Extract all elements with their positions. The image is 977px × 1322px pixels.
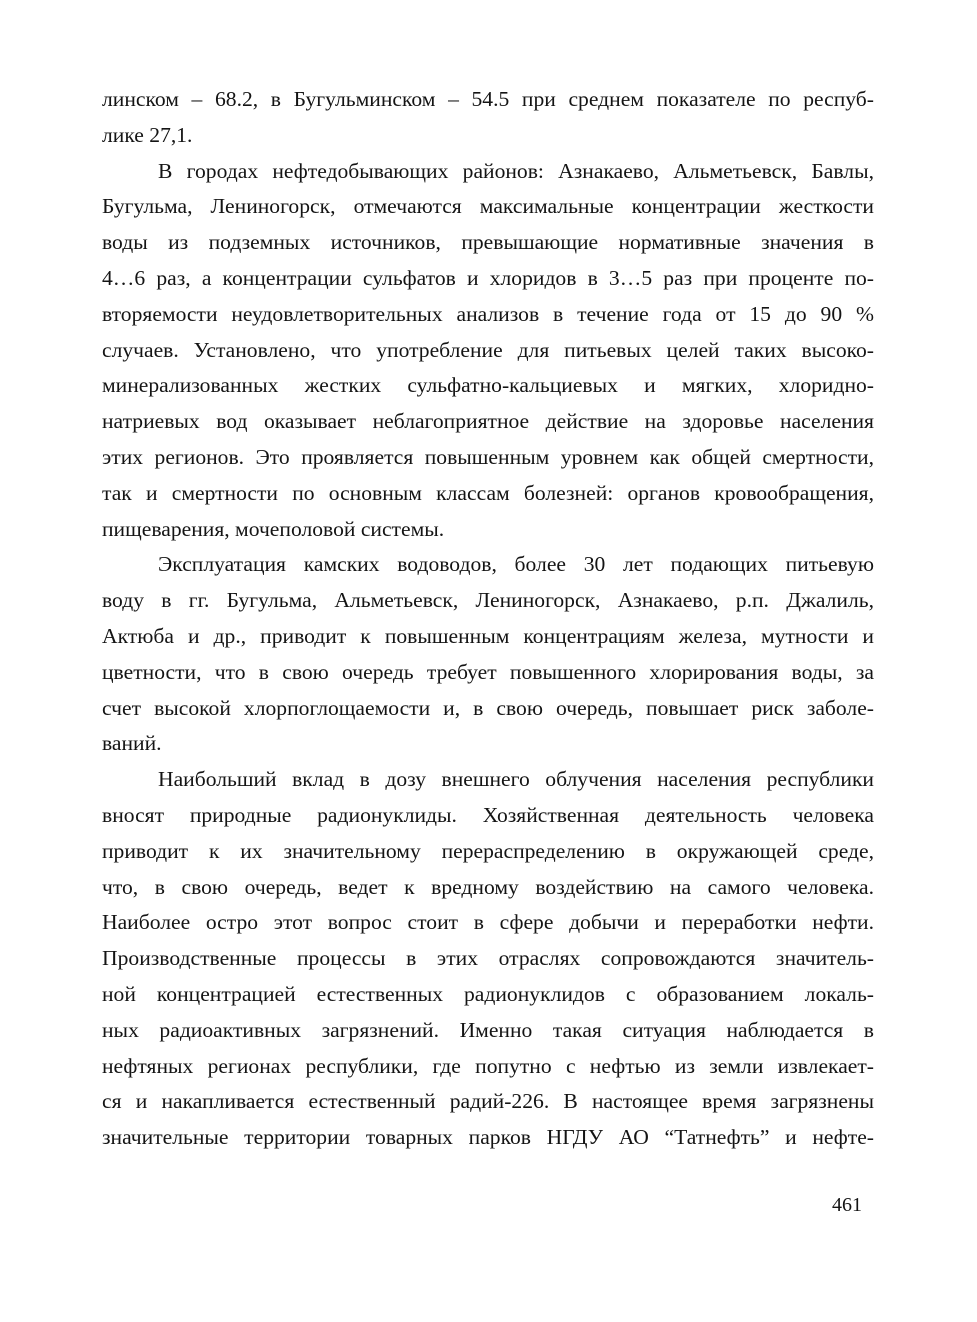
text-line: так и смертности по основным классам болезней: органов кровообращения, xyxy=(102,480,874,505)
text-line: Производственные процессы в этих отраслях сопровождаются значитель- xyxy=(102,946,874,971)
text-line: минерализованных жестких сульфатно-кальциевых и мягких, хлоридно- xyxy=(102,373,874,398)
text-line: ной концентрацией естественных радионуклидов с образованием локаль- xyxy=(102,981,874,1006)
text-line: что, в свою очередь, ведет к вредному воздействию на самого человека. xyxy=(102,874,874,899)
text-line: В городах нефтедобывающих районов: Азнакаево, Альметьевск, Бавлы, xyxy=(158,158,874,183)
page-number: 461 xyxy=(832,1194,862,1216)
text-line: 4…6 раз, а концентрации сульфатов и хлоридов в 3…5 раз при проценте по- xyxy=(102,265,874,290)
text-line: этих регионов. Это проявляется повышенным уровнем как общей смертности, xyxy=(102,444,874,469)
text-line: ваний. xyxy=(102,731,162,756)
text-line: вносят природные радионуклиды. Хозяйственная деятельность человека xyxy=(102,802,874,827)
text-line: случаев. Установлено, что употребление для питьевых целей таких высоко- xyxy=(102,337,874,362)
text-line: Эксплуатация камских водоводов, более 30 лет подающих питьевую xyxy=(158,552,874,577)
text-line: пищеварения, мочеполовой системы. xyxy=(102,516,445,541)
text-line: нефтяных регионах республики, где попутно с нефтью из земли извлекает- xyxy=(102,1053,874,1078)
text-line: Наибольший вклад в дозу внешнего облучения населения республики xyxy=(158,767,874,792)
paragraph xyxy=(102,82,874,154)
text-line: вторяемости неудовлетворительных анализов в течение года от 15 до 90 % xyxy=(102,301,874,326)
body-text xyxy=(102,82,874,1156)
text-line: счет высокой хлорпоглощаемости и, в свою очередь, повышает риск заболе- xyxy=(102,695,874,720)
text-line: приводит к их значительному перераспределению в окружающей среде, xyxy=(102,838,874,863)
text-line: воды из подземных источников, превышающие нормативные значения в xyxy=(102,230,874,255)
text-line: натриевых вод оказывает неблагоприятное действие на здоровье населения xyxy=(102,409,874,434)
text-line: линском – 68.2, в Бугульминском – 54.5 при среднем показателе по респуб- xyxy=(102,87,874,111)
paragraph xyxy=(102,154,874,548)
text-line: ся и накапливается естественный радий-226. В настоящее время загрязнены xyxy=(102,1089,874,1114)
text-line: ных радиоактивных загрязнений. Именно такая ситуация наблюдается в xyxy=(102,1017,874,1042)
text-line: значительные территории товарных парков НГДУ АО “Татнефть” и нефте- xyxy=(102,1125,874,1150)
text-line: воду в гг. Бугульма, Альметьевск, Лениногорск, Азнакаево, р.п. Джалиль, xyxy=(102,588,874,613)
text-line: лике 27,1. xyxy=(102,122,193,147)
text-line: Актюба и др., приводит к повышенным концентрациям железа, мутности и xyxy=(102,623,874,648)
paragraph xyxy=(102,762,874,1156)
paragraph xyxy=(102,547,874,762)
text-line: цветности, что в свою очередь требует повышенного хлорирования воды, за xyxy=(102,659,874,684)
text-line: Наиболее остро этот вопрос стоит в сфере добычи и переработки нефти. xyxy=(102,910,874,935)
text-line: Бугульма, Лениногорск, отмечаются максимальные концентрации жесткости xyxy=(102,194,874,219)
